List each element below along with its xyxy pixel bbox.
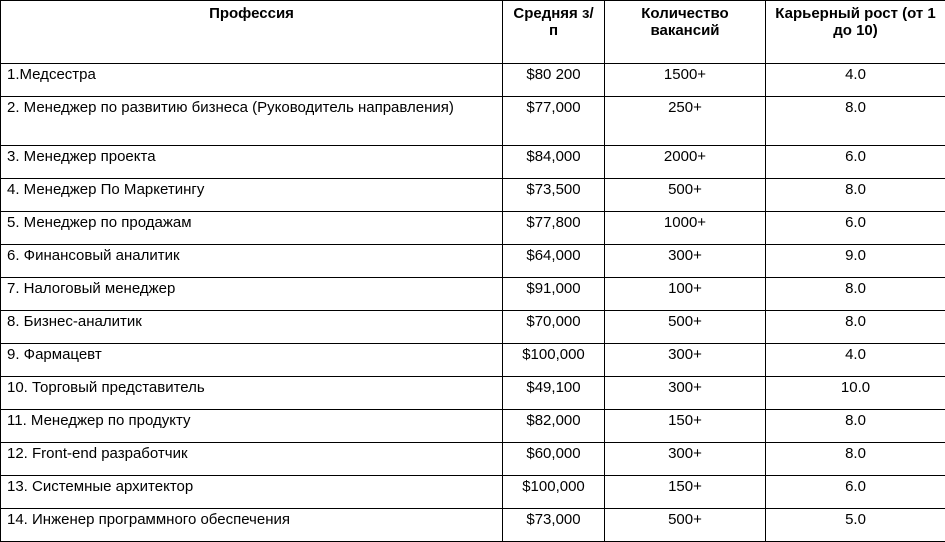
table-header-row (1, 1, 945, 64)
table-row (1, 97, 945, 146)
salary-cell: $77,000 (503, 97, 605, 146)
vacancies-cell: 250+ (605, 97, 766, 146)
career-growth-cell: 8.0 (766, 97, 945, 146)
career-growth-cell: 6.0 (766, 212, 945, 245)
table-row (1, 245, 945, 278)
profession-cell: 14. Инженер программного обеспечения (1, 509, 503, 542)
profession-cell: 6. Финансовый аналитик (1, 245, 503, 278)
vacancies-cell: 100+ (605, 278, 766, 311)
salary-cell: $100,000 (503, 344, 605, 377)
profession-cell: 1.Медсестра (1, 64, 503, 97)
salary-cell: $60,000 (503, 443, 605, 476)
salary-cell: $70,000 (503, 311, 605, 344)
career-growth-cell: 8.0 (766, 410, 945, 443)
vacancies-cell: 300+ (605, 245, 766, 278)
profession-cell: 7. Налоговый менеджер (1, 278, 503, 311)
profession-cell: 11. Менеджер по продукту (1, 410, 503, 443)
career-growth-cell: 8.0 (766, 311, 945, 344)
table-row (1, 278, 945, 311)
salary-cell: $73,000 (503, 509, 605, 542)
table-row (1, 509, 945, 542)
career-growth-cell: 8.0 (766, 179, 945, 212)
career-growth-cell: 4.0 (766, 64, 945, 97)
profession-cell: 8. Бизнес-аналитик (1, 311, 503, 344)
vacancies-cell: 500+ (605, 509, 766, 542)
table-row (1, 344, 945, 377)
table-row (1, 443, 945, 476)
career-growth-cell: 4.0 (766, 344, 945, 377)
vacancies-cell: 500+ (605, 311, 766, 344)
career-growth-cell: 10.0 (766, 377, 945, 410)
salary-cell: $64,000 (503, 245, 605, 278)
profession-cell: 12. Front-end разработчик (1, 443, 503, 476)
salary-cell: $80 200 (503, 64, 605, 97)
table-row (1, 64, 945, 97)
career-growth-cell: 5.0 (766, 509, 945, 542)
vacancies-cell: 300+ (605, 344, 766, 377)
table-row (1, 311, 945, 344)
salary-cell: $84,000 (503, 146, 605, 179)
vacancies-cell: 1500+ (605, 64, 766, 97)
table-row (1, 212, 945, 245)
profession-cell: 3. Менеджер проекта (1, 146, 503, 179)
vacancies-cell: 300+ (605, 443, 766, 476)
vacancies-cell: 500+ (605, 179, 766, 212)
profession-cell: 4. Менеджер По Маркетингу (1, 179, 503, 212)
vacancies-cell: 2000+ (605, 146, 766, 179)
header-vacancies-count: Количество вакансий (605, 1, 766, 64)
salary-cell: $91,000 (503, 278, 605, 311)
career-growth-cell: 6.0 (766, 476, 945, 509)
table-row (1, 146, 945, 179)
table-row (1, 179, 945, 212)
vacancies-cell: 150+ (605, 476, 766, 509)
vacancies-cell: 150+ (605, 410, 766, 443)
header-career-growth: Карьерный рост (от 1 до 10) (766, 1, 945, 64)
vacancies-cell: 300+ (605, 377, 766, 410)
salary-cell: $77,800 (503, 212, 605, 245)
table-row (1, 377, 945, 410)
table-row (1, 476, 945, 509)
career-growth-cell: 8.0 (766, 278, 945, 311)
career-growth-cell: 9.0 (766, 245, 945, 278)
header-average-salary: Средняя з/п (503, 1, 605, 64)
salary-cell: $73,500 (503, 179, 605, 212)
salary-cell: $100,000 (503, 476, 605, 509)
header-profession: Профессия (1, 1, 503, 64)
profession-cell: 5. Менеджер по продажам (1, 212, 503, 245)
profession-cell: 13. Системные архитектор (1, 476, 503, 509)
vacancies-cell: 1000+ (605, 212, 766, 245)
career-growth-cell: 8.0 (766, 443, 945, 476)
profession-cell: 2. Менеджер по развитию бизнеса (Руководитель направления) (1, 97, 503, 146)
salary-cell: $49,100 (503, 377, 605, 410)
career-growth-cell: 6.0 (766, 146, 945, 179)
salary-cell: $82,000 (503, 410, 605, 443)
profession-cell: 10. Торговый представитель (1, 377, 503, 410)
profession-cell: 9. Фармацевт (1, 344, 503, 377)
table-row (1, 410, 945, 443)
